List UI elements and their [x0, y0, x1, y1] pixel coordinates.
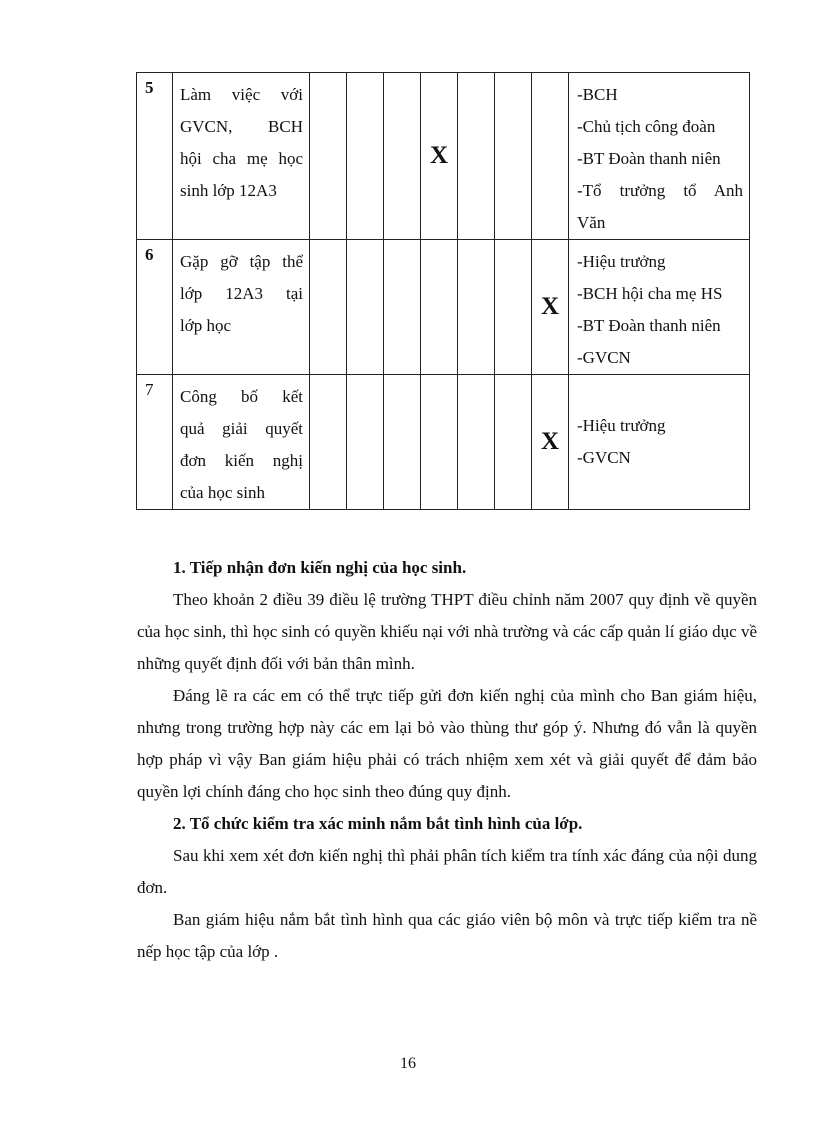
table-row	[137, 73, 750, 240]
row-number: 5	[137, 73, 173, 240]
schedule-mark: X	[532, 240, 569, 375]
content-line: của học sinh	[180, 483, 265, 502]
task-content	[173, 375, 310, 510]
schedule-cell	[384, 375, 421, 510]
task-content	[173, 240, 310, 375]
content-line: hội cha mẹ học	[180, 149, 303, 168]
content-line: quả giải quyết	[180, 419, 303, 438]
paragraph: Theo khoản 2 điều 39 điều lệ trường THPT điều chỉnh năm 2007 quy định về quyền của học sinh, thì học sinh có quyền khiếu nại với nhà trường và các cấp quản lí giáo dục về những quyết định đối với bản thân mình.	[137, 590, 757, 673]
participant-line: -GVCN	[577, 448, 631, 467]
content-line: Công bố kết	[180, 387, 303, 406]
schedule-mark: X	[421, 73, 458, 240]
paragraph: Ban giám hiệu nắm bắt tình hình qua các giáo viên bộ môn và trực tiếp kiểm tra nề nếp học tập của lớp .	[137, 910, 757, 961]
schedule-cell	[495, 375, 532, 510]
schedule-cell	[421, 240, 458, 375]
schedule-cell	[310, 73, 347, 240]
section-heading-1: 1. Tiếp nhận đơn kiến nghị của học sinh.	[173, 558, 467, 577]
schedule-cell	[532, 73, 569, 240]
participant-line: -BT Đoàn thanh niên	[577, 316, 721, 335]
participants	[569, 375, 750, 510]
content-line: lớp học	[180, 316, 232, 335]
schedule-cell	[347, 73, 384, 240]
participant-line: Văn	[577, 213, 606, 232]
table-row	[137, 375, 750, 510]
participants	[569, 73, 750, 240]
schedule-mark: X	[532, 375, 569, 510]
content-line: sinh lớp 12A3	[180, 181, 277, 200]
participant-line: -BCH	[577, 85, 618, 104]
content-line: Làm việc với	[180, 85, 303, 104]
section-heading-2: 2. Tổ chức kiểm tra xác minh nắm bắt tình hình của lớp.	[173, 814, 583, 833]
schedule-cell	[458, 375, 495, 510]
participants	[569, 240, 750, 375]
participant-line: -BCH hội cha mẹ HS	[577, 284, 723, 303]
paragraph: Sau khi xem xét đơn kiến nghị thì phải phân tích kiểm tra tính xác đáng của nội dung đơn.	[137, 846, 757, 897]
document-body	[137, 552, 757, 968]
participant-line: -Hiệu trưởng	[577, 416, 666, 435]
schedule-cell	[421, 375, 458, 510]
schedule-cell	[384, 240, 421, 375]
schedule-cell	[384, 73, 421, 240]
participant-line: -Hiệu trưởng	[577, 252, 666, 271]
content-line: GVCN, BCH	[180, 117, 303, 136]
schedule-cell	[310, 375, 347, 510]
table-row	[137, 240, 750, 375]
plan-table	[136, 72, 750, 510]
participant-line: -GVCN	[577, 348, 631, 367]
row-number: 6	[137, 240, 173, 375]
row-number: 7	[137, 375, 173, 510]
schedule-cell	[347, 375, 384, 510]
content-line: đơn kiến nghị	[180, 451, 303, 470]
task-content	[173, 73, 310, 240]
schedule-cell	[495, 240, 532, 375]
content-line: lớp 12A3 tại	[180, 284, 303, 303]
participant-line: -BT Đoàn thanh niên	[577, 149, 721, 168]
schedule-cell	[458, 73, 495, 240]
schedule-cell	[310, 240, 347, 375]
schedule-cell	[347, 240, 384, 375]
participant-line: -Chủ tịch công đoàn	[577, 117, 716, 136]
schedule-cell	[495, 73, 532, 240]
content-line: Gặp gỡ tập thể	[180, 252, 303, 271]
schedule-cell	[458, 240, 495, 375]
page-number: 16	[400, 1055, 416, 1072]
paragraph: Đáng lẽ ra các em có thể trực tiếp gửi đơn kiến nghị của mình cho Ban giám hiệu, nhưng trong trường hợp này các em lại bỏ vào thùng thư góp ý. Nhưng đó vẫn là quyền hợp pháp vì vậy Ban giám hiệu phải có trách nhiệm xem xét và giải quyết để đảm bảo quyền lợi chính đáng cho học sinh theo đúng quy định.	[137, 686, 757, 801]
participant-line: -Tổ trưởng tổ Anh	[577, 181, 743, 200]
